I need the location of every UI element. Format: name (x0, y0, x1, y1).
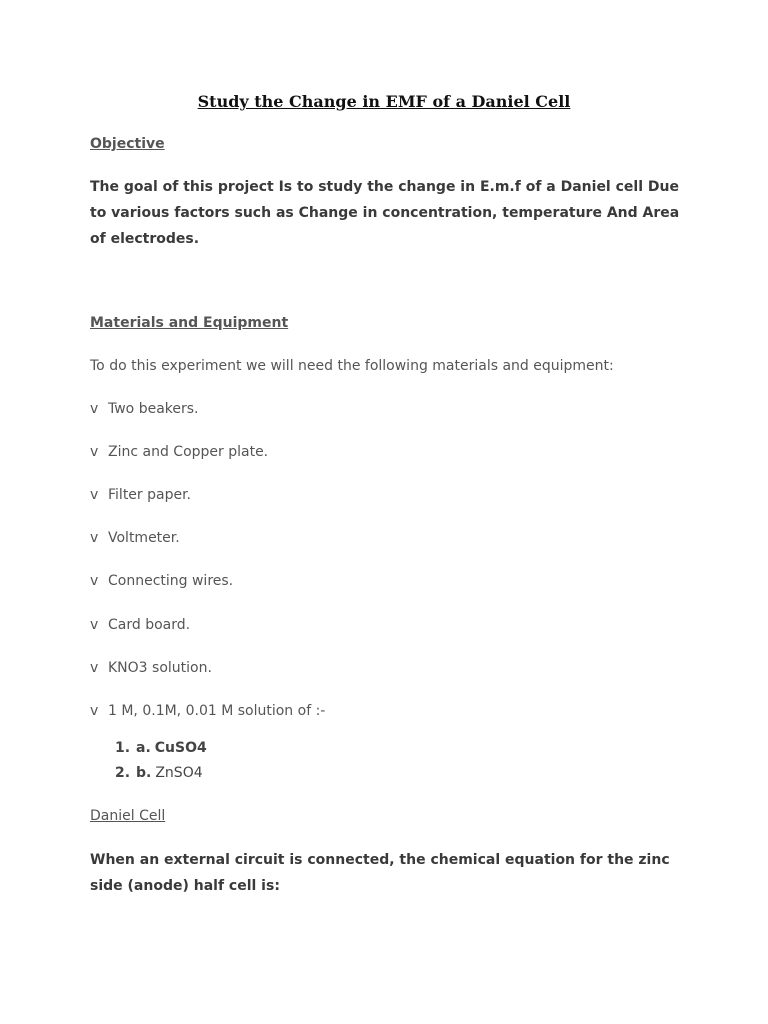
bullet-icon: v (90, 487, 99, 503)
daniel-cell-heading: Daniel Cell (90, 808, 166, 824)
item-text: ZnSO4 (155, 765, 203, 781)
list-item-text: Connecting wires. (108, 573, 234, 589)
bullet-icon: v (90, 573, 99, 589)
objective-line: The goal of this project Is to study the change in E.m.f of a Daniel cell Due (90, 179, 679, 195)
item-text: CuSO4 (154, 740, 207, 756)
list-item-text: 1 M, 0.1M, 0.01 M solution of :- (108, 703, 326, 719)
daniel-cell-line: When an external circuit is connected, the chemical equation for the zinc (90, 852, 670, 868)
item-number: 2. (115, 765, 131, 781)
list-item-text: Two beakers. (108, 401, 199, 417)
bullet-icon: v (90, 530, 99, 546)
daniel-cell-line: side (anode) half cell is: (90, 878, 280, 894)
materials-heading: Materials and Equipment (90, 315, 289, 331)
bullet-icon: v (90, 617, 99, 633)
item-letter: b. (136, 765, 152, 781)
list-item (90, 401, 199, 417)
item-letter: a. (136, 740, 151, 756)
list-item (90, 617, 190, 633)
daniel-cell-paragraph (90, 847, 680, 899)
bullet-icon: v (90, 660, 99, 676)
list-item (90, 444, 268, 460)
materials-intro: To do this experiment we will need the following materials and equipment: (90, 358, 614, 374)
list-item (90, 660, 212, 676)
list-item (90, 573, 233, 589)
objective-paragraph (90, 174, 680, 252)
item-number: 1. (115, 740, 131, 756)
numbered-item (115, 765, 203, 781)
list-item-text: Voltmeter. (108, 530, 180, 546)
list-item-text: Card board. (108, 617, 191, 633)
list-item-text: Filter paper. (108, 487, 192, 503)
list-item-text: KNO3 solution. (108, 660, 212, 676)
bullet-icon: v (90, 703, 99, 719)
bullet-icon: v (90, 444, 99, 460)
list-item (90, 703, 325, 719)
bullet-icon: v (90, 401, 99, 417)
numbered-item (115, 740, 207, 756)
objective-line: of electrodes. (90, 231, 200, 247)
list-item (90, 487, 191, 503)
list-item (90, 530, 180, 546)
objective-line: to various factors such as Change in concentration, temperature And Area (90, 205, 680, 221)
page-title: Study the Change in EMF of a Daniel Cell (197, 92, 571, 111)
list-item-text: Zinc and Copper plate. (108, 444, 269, 460)
objective-heading: Objective (90, 136, 165, 152)
